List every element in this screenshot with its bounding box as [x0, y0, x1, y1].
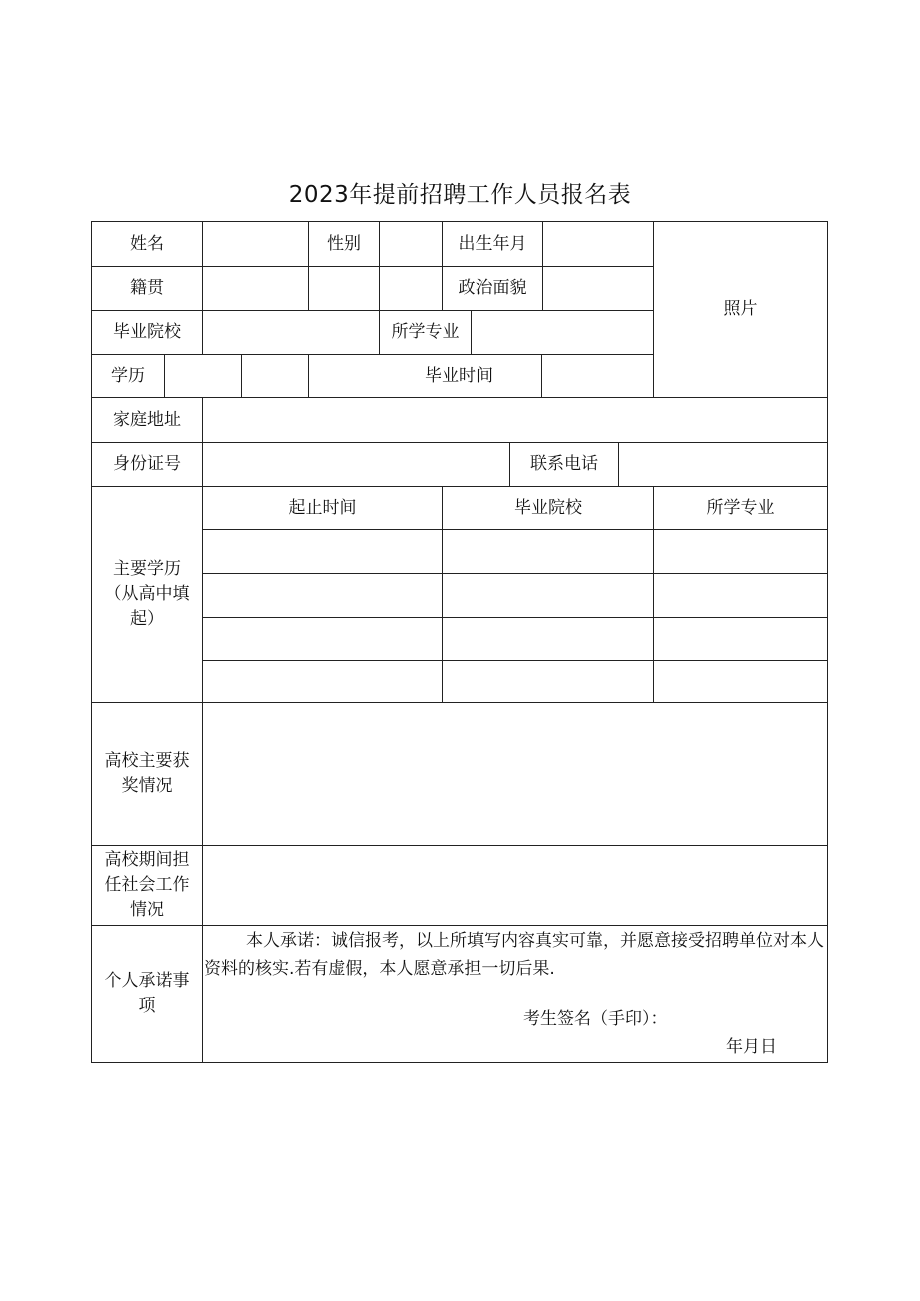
education-field[interactable] — [165, 355, 308, 397]
photo-box[interactable]: 照片 — [723, 299, 758, 319]
main-education-label-line: （从高中填 — [104, 584, 190, 604]
education-row-period[interactable] — [203, 574, 442, 617]
pledge-text: 本人承诺：诚信报考，以上所填写内容真实可靠，并愿意接受招聘单位对本人资料的核实.若有虚假，本人愿意承担一切后果. — [204, 931, 824, 979]
native-place-field[interactable] — [203, 267, 308, 310]
birth-label: 出生年月 — [458, 233, 527, 254]
education-row-school[interactable] — [443, 574, 653, 617]
awards-label-line: 高校主要获 — [104, 751, 190, 771]
main-education-label-line: 起） — [130, 609, 164, 629]
graduation-time-field[interactable] — [542, 355, 653, 397]
political-status-label: 政治面貌 — [458, 278, 527, 298]
main-education-label-line: 主要学历 — [113, 559, 181, 579]
pledge-label — [92, 926, 202, 1062]
gender-label: 性别 — [327, 233, 361, 254]
political-status-field[interactable] — [543, 267, 653, 310]
header-period: 起止时间 — [288, 497, 357, 518]
main-education-label — [92, 487, 202, 702]
phone-label: 联系电话 — [530, 454, 598, 474]
header-major: 所学专业 — [706, 497, 775, 518]
education-row-period[interactable] — [203, 661, 442, 702]
header-school: 毕业院校 — [514, 497, 582, 518]
social-work-label — [92, 846, 202, 925]
phone-field[interactable] — [619, 443, 827, 486]
pledge-statement — [204, 927, 824, 983]
name-label: 姓名 — [130, 233, 164, 254]
social-work-label-line: 高校期间担 — [104, 850, 190, 870]
education-row-period[interactable] — [203, 618, 442, 660]
education-row-school[interactable] — [443, 618, 653, 660]
home-address-field[interactable] — [203, 398, 827, 442]
name-field[interactable] — [203, 222, 308, 266]
form-title: 2023年提前招聘工作人员报名表 — [288, 182, 632, 208]
education-row-school[interactable] — [443, 661, 653, 702]
id-number-label: 身份证号 — [113, 454, 181, 474]
pledge-label-line: 个人承诺事 — [104, 971, 190, 991]
awards-field[interactable] — [203, 703, 827, 845]
graduated-school-label: 毕业院校 — [113, 322, 181, 342]
education-row-school[interactable] — [443, 530, 653, 573]
graduated-school-field[interactable] — [203, 311, 379, 354]
education-row-major[interactable] — [654, 618, 827, 660]
home-address-label: 家庭地址 — [113, 409, 181, 430]
social-work-label-line: 任社会工作 — [104, 875, 190, 895]
native-place-label: 籍贯 — [130, 278, 164, 298]
education-row-major[interactable] — [654, 661, 827, 702]
education-label: 学历 — [111, 365, 145, 386]
major-field[interactable] — [472, 311, 653, 354]
social-work-label-line: 情况 — [130, 900, 164, 920]
education-row-period[interactable] — [203, 530, 442, 573]
social-work-field[interactable] — [203, 846, 827, 925]
education-row-major[interactable] — [654, 574, 827, 617]
major-label: 所学专业 — [391, 322, 460, 342]
date-label[interactable]: 年月日 — [726, 1037, 777, 1057]
gender-field[interactable] — [380, 222, 442, 266]
id-number-field[interactable] — [203, 443, 509, 486]
awards-label-line: 奖情况 — [121, 776, 173, 796]
education-row-major[interactable] — [654, 530, 827, 573]
graduation-time-label: 毕业时间 — [425, 365, 493, 386]
signature-label[interactable]: 考生签名（手印）： — [523, 1009, 668, 1029]
pledge-label-line: 项 — [138, 996, 156, 1016]
awards-label — [92, 703, 202, 845]
birth-field[interactable] — [543, 222, 653, 266]
